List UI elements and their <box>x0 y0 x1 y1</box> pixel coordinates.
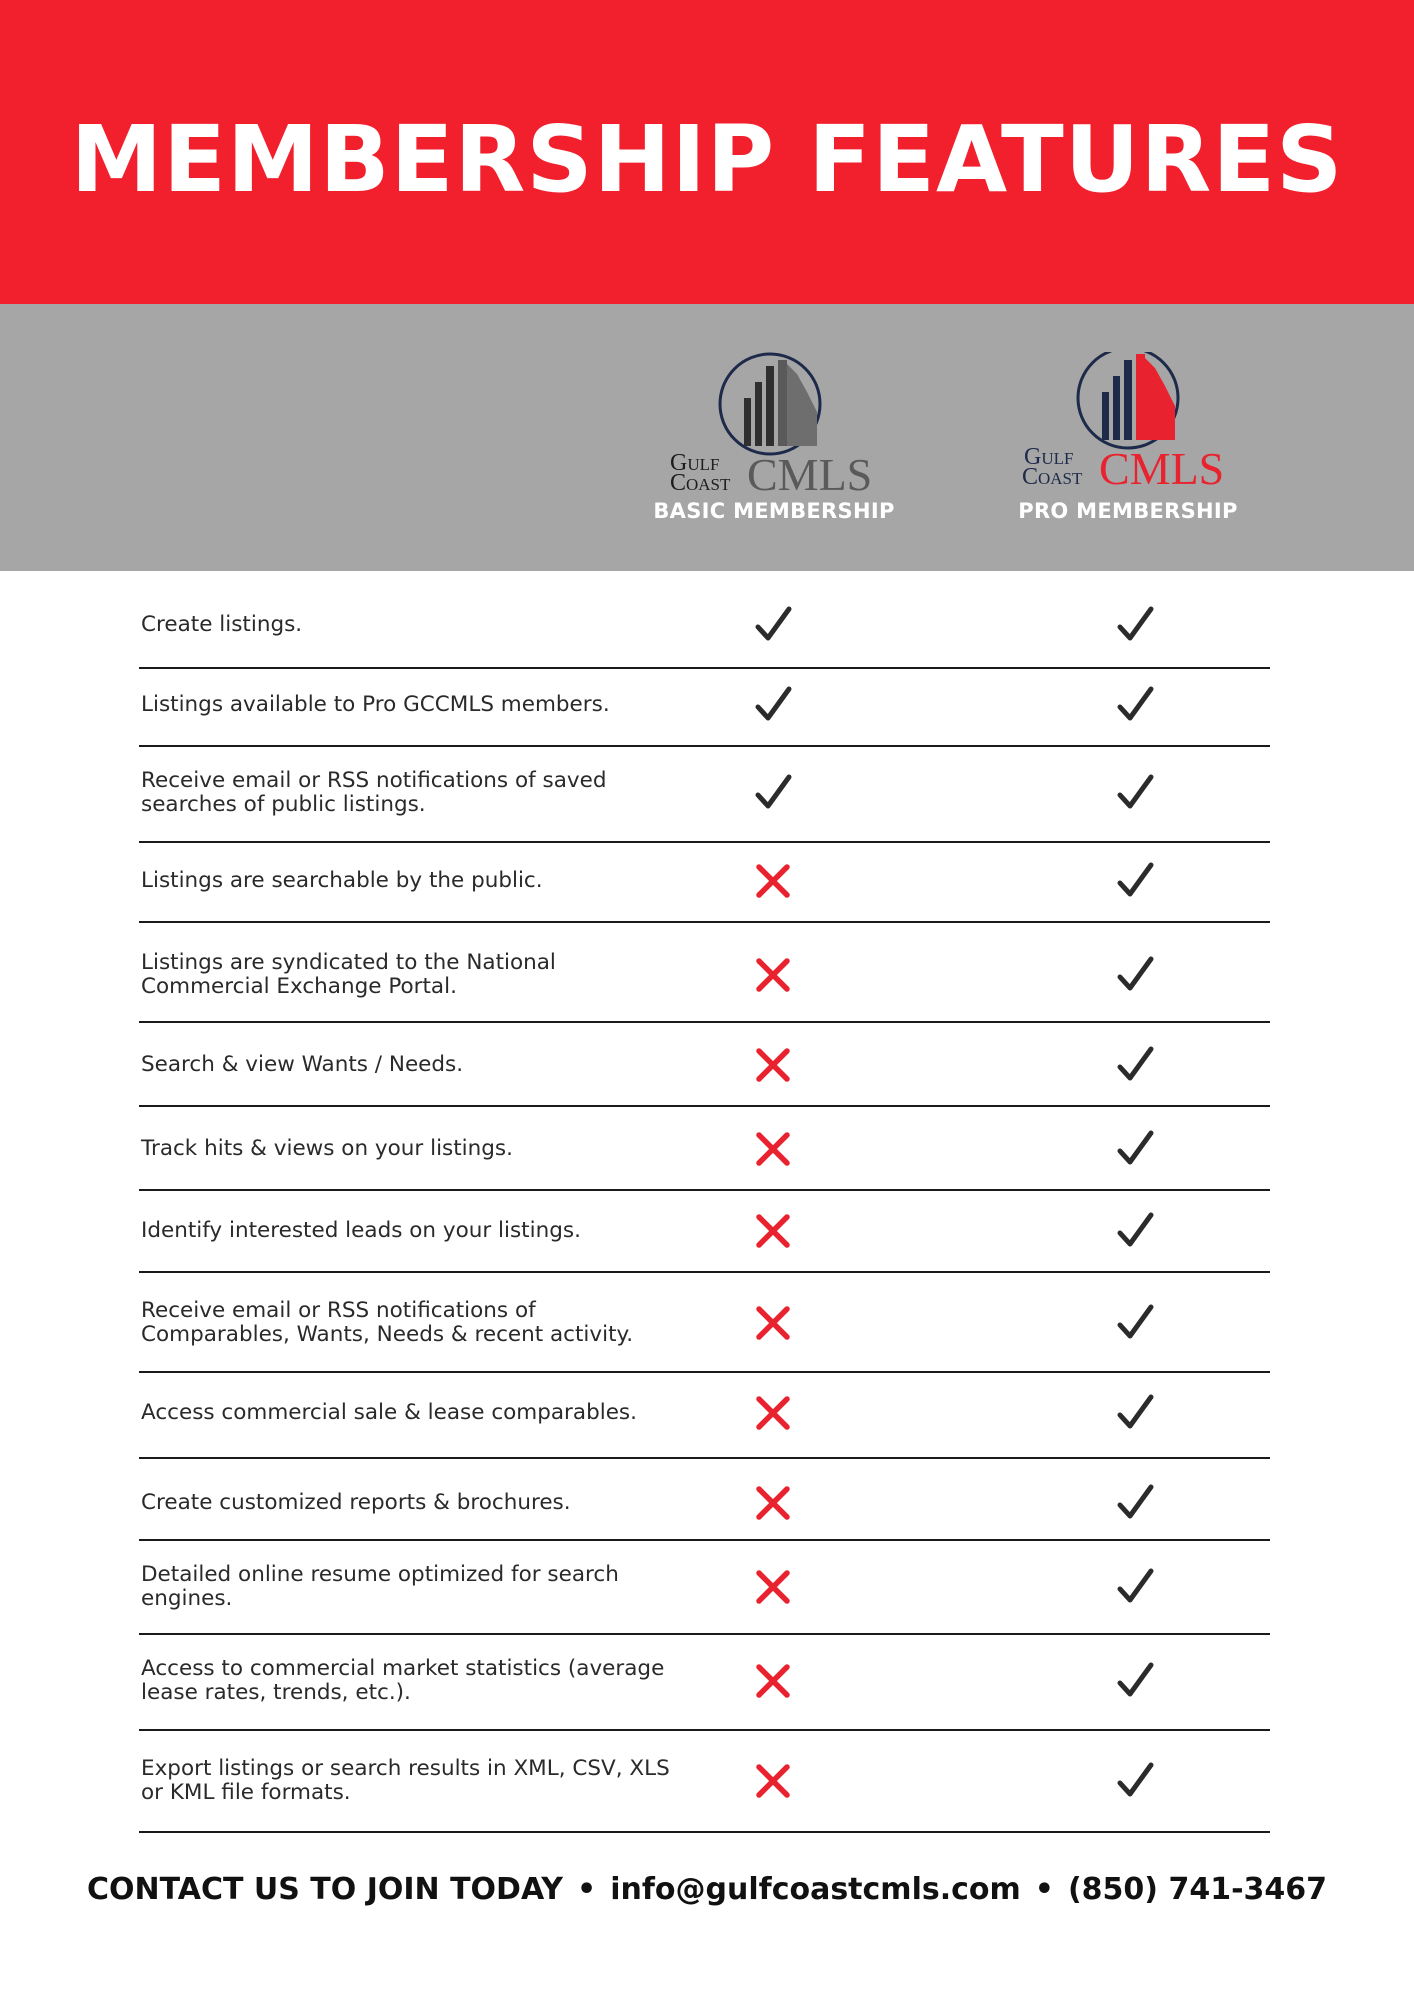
feature-text: Receive email or RSS notifications of Comparables, Wants, Needs & recent activity. <box>141 1298 634 1347</box>
basic-logo <box>604 352 944 502</box>
logo-tower <box>1136 354 1145 440</box>
logo-tower <box>766 366 774 446</box>
feature-text: Listings available to Pro GCCMLS members. <box>141 692 610 717</box>
footer-separator: • <box>1034 1872 1054 1907</box>
pro-logo <box>958 352 1298 502</box>
row-divider <box>139 1831 1270 1833</box>
row-divider <box>139 1189 1270 1191</box>
checkmark-icon <box>1111 681 1159 729</box>
feature-text: Export listings or search results in XML, CSV, XLS or KML file formats. <box>141 1756 670 1805</box>
cross-icon <box>749 857 797 905</box>
feature-text: Track hits & views on your listings. <box>141 1136 513 1161</box>
cross-icon <box>749 951 797 999</box>
header-banner <box>0 0 1414 304</box>
feature-text: Receive email or RSS notifications of saved searches of public listings. <box>141 768 607 817</box>
checkmark-icon <box>1111 1125 1159 1173</box>
checkmark-icon <box>1111 1207 1159 1255</box>
row-divider <box>139 1021 1270 1023</box>
checkmark-icon <box>1111 857 1159 905</box>
checkmark-icon <box>749 769 797 817</box>
plans-header-band <box>0 304 1414 571</box>
pro-membership-column <box>958 304 1298 571</box>
feature-text: Access commercial sale & lease comparables. <box>141 1400 637 1425</box>
logo-cmls-text: CMLS <box>747 449 873 500</box>
logo-tower <box>778 360 787 446</box>
row-divider <box>139 1105 1270 1107</box>
cross-icon <box>749 1299 797 1347</box>
row-divider <box>139 667 1270 669</box>
footer-email[interactable]: info@gulfcoastcmls.com <box>610 1872 1021 1907</box>
cross-icon <box>749 1563 797 1611</box>
checkmark-icon <box>1111 769 1159 817</box>
row-divider <box>139 841 1270 843</box>
logo-tower <box>1124 360 1132 440</box>
logo-tower <box>1113 376 1120 440</box>
logo-tower <box>744 398 751 446</box>
logo-coast-text: Coast <box>1022 464 1083 490</box>
checkmark-icon <box>1111 601 1159 649</box>
cross-icon <box>749 1757 797 1805</box>
row-divider <box>139 1457 1270 1459</box>
cross-icon <box>749 1657 797 1705</box>
logo-tower <box>755 382 762 446</box>
footer-contact <box>0 1872 1414 1907</box>
logo-cmls-text: CMLS <box>1099 443 1225 494</box>
row-divider <box>139 1729 1270 1731</box>
row-divider <box>139 1539 1270 1541</box>
feature-text: Listings are syndicated to the National Commercial Exchange Portal. <box>141 950 556 999</box>
logo-gulf-text: Gulf <box>670 450 720 476</box>
row-divider <box>139 1271 1270 1273</box>
cross-icon <box>749 1389 797 1437</box>
checkmark-icon <box>749 681 797 729</box>
feature-text: Create customized reports & brochures. <box>141 1490 571 1515</box>
footer-separator: • <box>577 1872 597 1907</box>
row-divider <box>139 921 1270 923</box>
logo-gulf-text: Gulf <box>1024 444 1074 470</box>
footer-phone[interactable]: (850) 741-3467 <box>1067 1872 1328 1907</box>
cross-icon <box>749 1125 797 1173</box>
row-divider <box>139 1371 1270 1373</box>
page-title: MEMBERSHIP FEATURES <box>70 106 1344 213</box>
checkmark-icon <box>1111 951 1159 999</box>
pro-membership-label: PRO MEMBERSHIP <box>1018 499 1238 523</box>
cross-icon <box>749 1207 797 1255</box>
cross-icon <box>749 1479 797 1527</box>
cross-icon <box>749 1041 797 1089</box>
feature-text: Create listings. <box>141 612 303 637</box>
checkmark-icon <box>1111 1757 1159 1805</box>
checkmark-icon <box>1111 1563 1159 1611</box>
basic-membership-label: BASIC MEMBERSHIP <box>653 499 895 523</box>
row-divider <box>139 1633 1270 1635</box>
logo-coast-text: Coast <box>670 470 731 496</box>
checkmark-icon <box>1111 1657 1159 1705</box>
feature-text: Access to commercial market statistics (average lease rates, trends, etc.). <box>141 1656 665 1705</box>
feature-text: Search & view Wants / Needs. <box>141 1052 464 1077</box>
checkmark-icon <box>1111 1479 1159 1527</box>
basic-membership-column <box>604 304 944 571</box>
checkmark-icon <box>1111 1299 1159 1347</box>
checkmark-icon <box>749 601 797 649</box>
feature-text: Detailed online resume optimized for search engines. <box>141 1562 619 1611</box>
checkmark-icon <box>1111 1041 1159 1089</box>
feature-text: Identify interested leads on your listings. <box>141 1218 581 1243</box>
footer-cta: CONTACT US TO JOIN TODAY <box>86 1872 564 1907</box>
logo-tower <box>1102 392 1109 440</box>
feature-text: Listings are searchable by the public. <box>141 868 543 893</box>
checkmark-icon <box>1111 1389 1159 1437</box>
row-divider <box>139 745 1270 747</box>
